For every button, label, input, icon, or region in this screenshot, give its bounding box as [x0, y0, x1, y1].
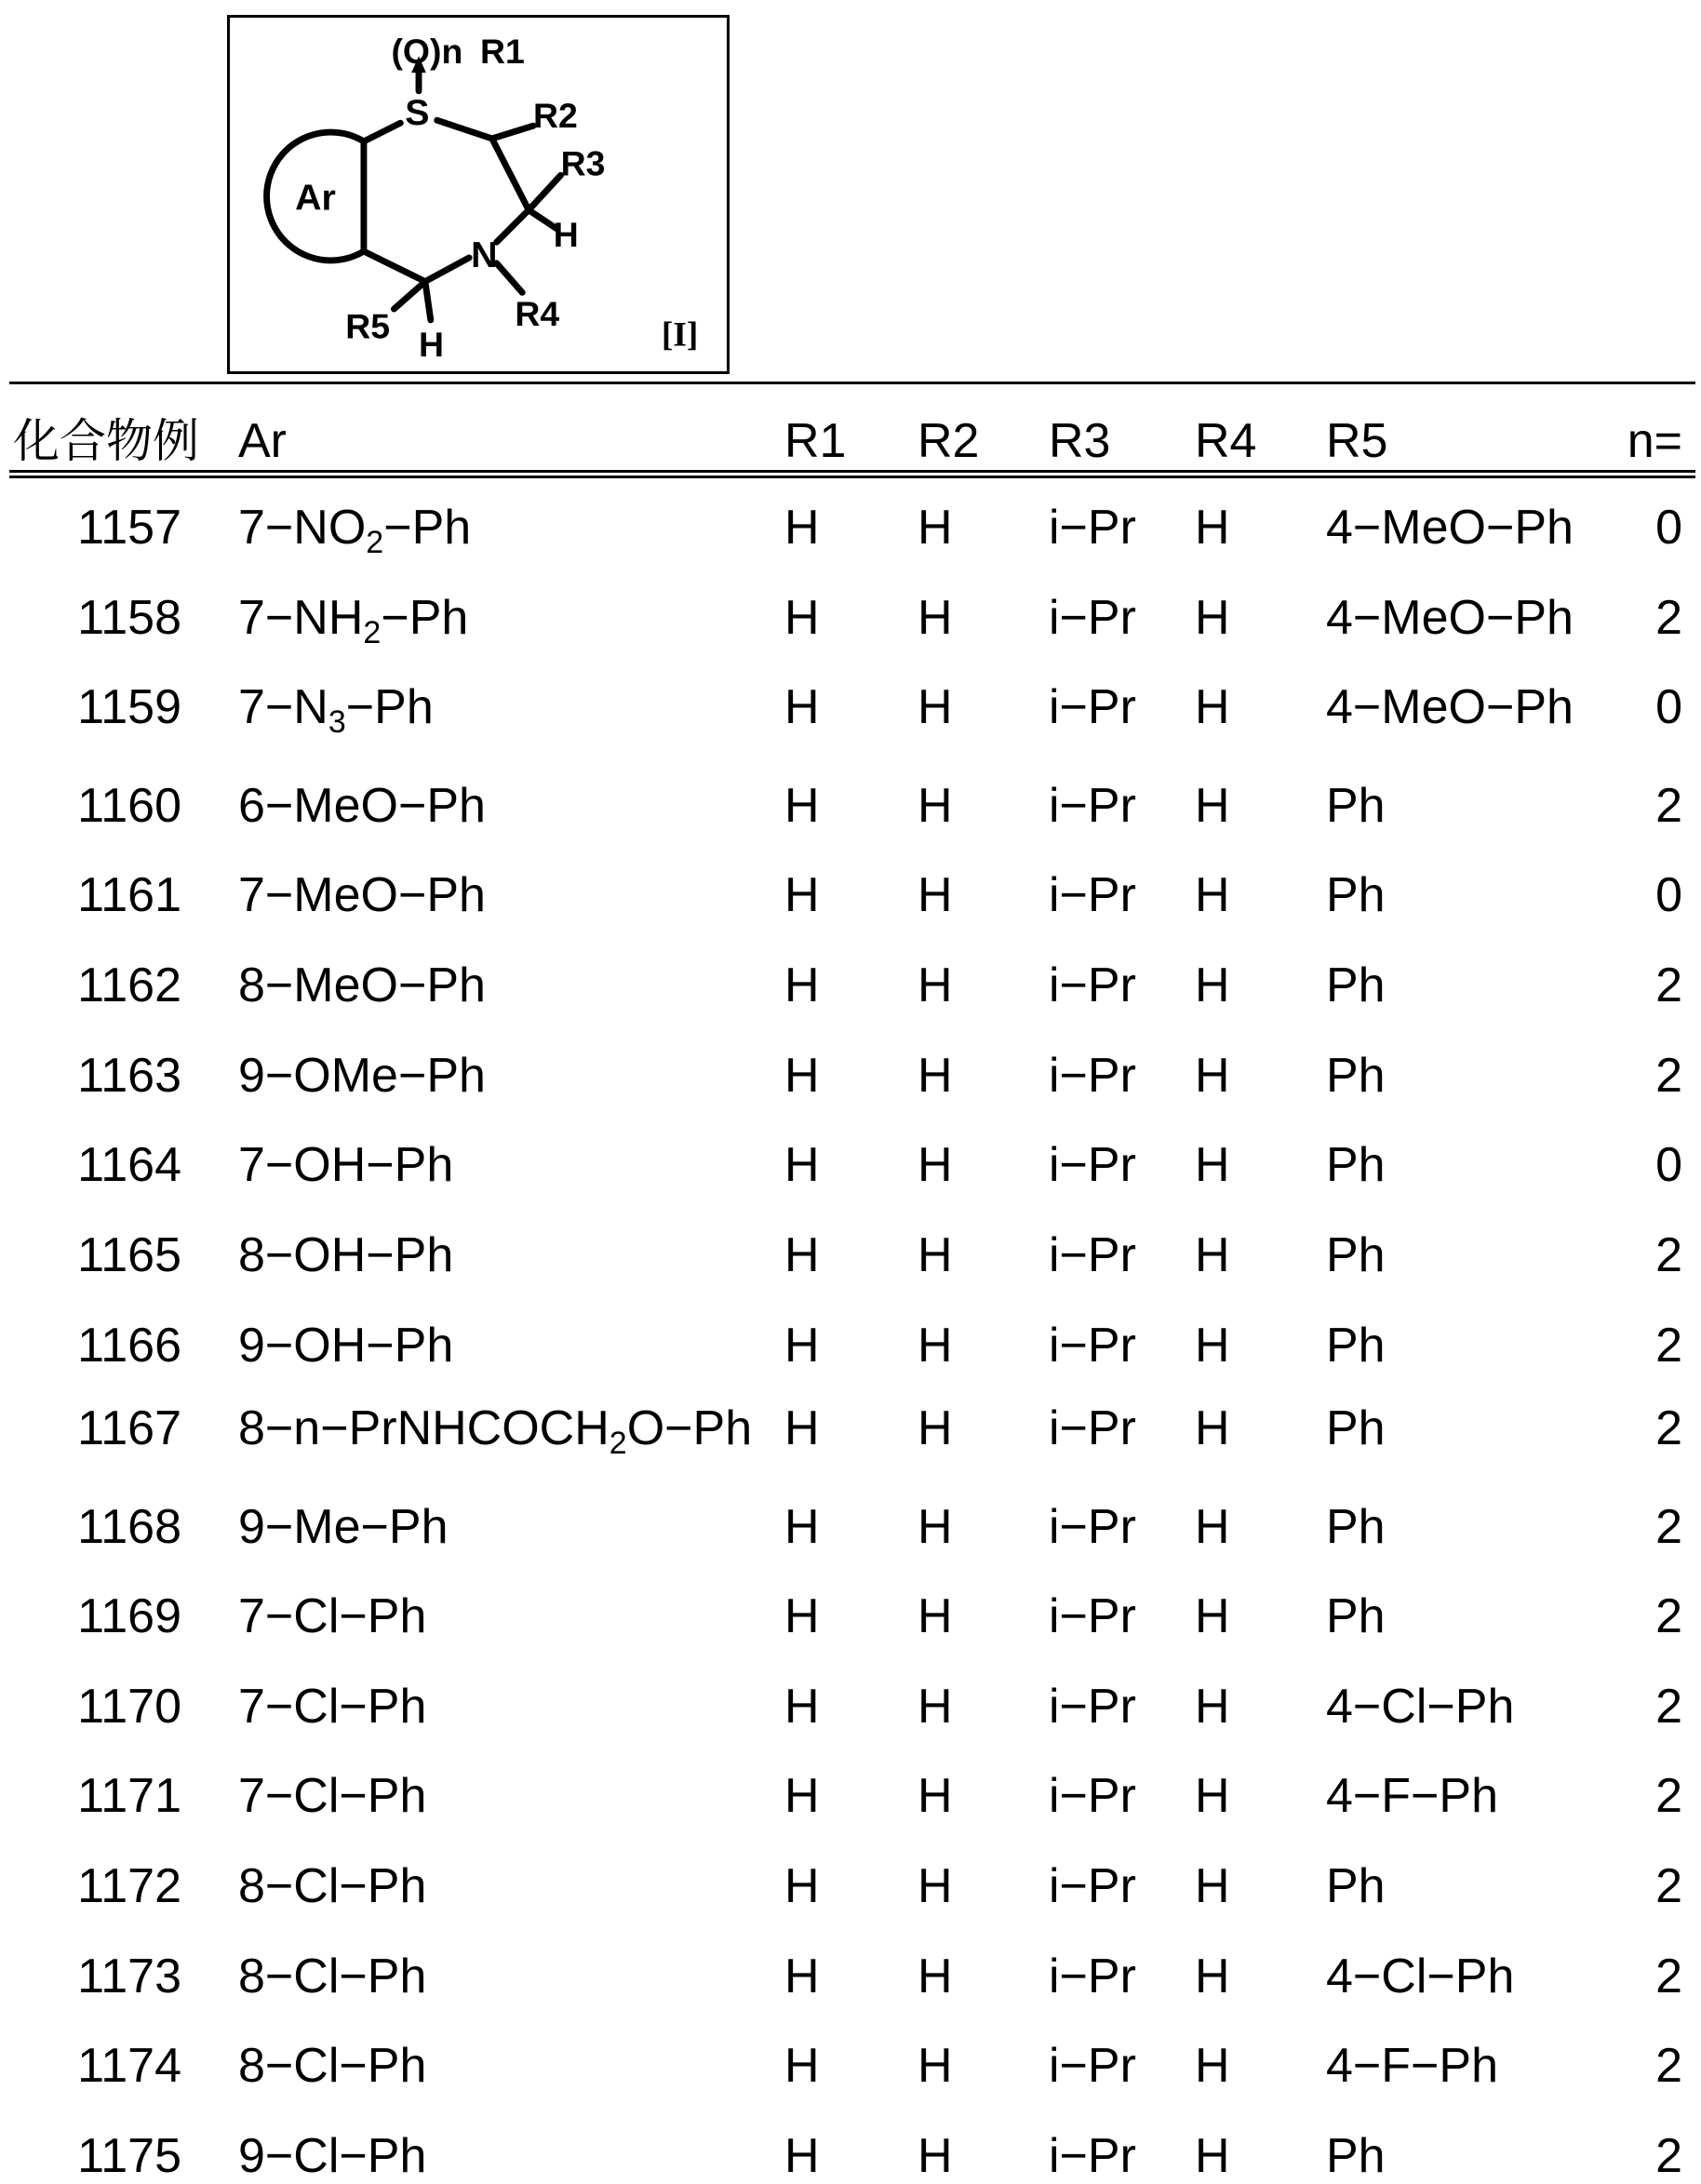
ar-cell	[238, 1318, 453, 1373]
r3-cell: i−Pr	[1049, 679, 1136, 735]
r3-cell: i−Pr	[1049, 1137, 1136, 1193]
table-row	[0, 1588, 1701, 1644]
ar-text: 8−Cl−Ph	[238, 2039, 426, 2093]
structure-ar-label: Ar	[295, 178, 336, 219]
structure-atom-label: N	[471, 234, 497, 275]
n-cell: 2	[1610, 1768, 1682, 1824]
ar-cell	[238, 1768, 426, 1824]
r3-cell: i−Pr	[1049, 1400, 1136, 1456]
table-row	[0, 1400, 1701, 1456]
ar-subscript: 2	[366, 525, 383, 560]
r2-cell: H	[917, 679, 953, 735]
r3-cell: i−Pr	[1049, 2038, 1136, 2094]
r4-cell: H	[1195, 1048, 1230, 1104]
compound-id: 1168	[56, 1499, 181, 1555]
r5-cell: Ph	[1326, 1400, 1386, 1456]
structure-diagram	[227, 15, 730, 374]
structure-atom-label: R4	[515, 294, 559, 333]
ar-cell	[238, 867, 486, 923]
r5-cell: Ph	[1326, 958, 1386, 1013]
ar-text: 6−MeO−Ph	[238, 779, 486, 833]
r3-cell: i−Pr	[1049, 590, 1136, 646]
r5-cell: 4−F−Ph	[1326, 2038, 1498, 2094]
r2-cell: H	[917, 2128, 953, 2184]
table-row	[0, 1137, 1701, 1193]
r4-cell: H	[1195, 500, 1230, 556]
r3-cell: i−Pr	[1049, 1949, 1136, 2004]
r1-cell: H	[784, 590, 820, 646]
header-r1: R1	[784, 413, 846, 469]
ar-cell	[238, 2038, 426, 2094]
r2-cell: H	[917, 1679, 953, 1735]
table-row	[0, 1949, 1701, 2004]
ar-cell	[238, 778, 486, 834]
header-rule-upper	[9, 470, 1695, 473]
ar-text: 7−Cl−Ph	[238, 1680, 426, 1734]
r3-cell: i−Pr	[1049, 1048, 1136, 1104]
r2-cell: H	[917, 1858, 953, 1914]
ar-cell	[238, 1227, 453, 1283]
compound-id: 1172	[56, 1858, 181, 1914]
header-compound: 化合物例	[13, 413, 199, 469]
r5-cell: Ph	[1326, 1227, 1386, 1283]
r2-cell: H	[917, 1949, 953, 2004]
compound-id: 1174	[56, 2038, 181, 2094]
ar-cell	[238, 500, 471, 570]
r4-cell: H	[1195, 1137, 1230, 1193]
r2-cell: H	[917, 1318, 953, 1373]
ar-text: 8−OH−Ph	[238, 1228, 453, 1282]
r1-cell: H	[784, 500, 820, 556]
r2-cell: H	[917, 590, 953, 646]
r3-cell: i−Pr	[1049, 1858, 1136, 1914]
r1-cell: H	[784, 1679, 820, 1735]
r1-cell: H	[784, 1048, 820, 1104]
r3-cell: i−Pr	[1049, 1318, 1136, 1373]
r3-cell: i−Pr	[1049, 1588, 1136, 1644]
table-row	[0, 679, 1701, 735]
r1-cell: H	[784, 679, 820, 735]
compound-id: 1157	[56, 500, 181, 556]
ar-text: 8−MeO−Ph	[238, 958, 486, 1012]
compound-id: 1163	[56, 1048, 181, 1104]
ar-text: 8−n−PrNHCOCH	[238, 1401, 609, 1455]
r3-cell: i−Pr	[1049, 500, 1136, 556]
ar-text: 8−Cl−Ph	[238, 1950, 426, 2003]
n-cell: 2	[1610, 590, 1682, 646]
r2-cell: H	[917, 2038, 953, 2094]
compound-id: 1171	[56, 1768, 181, 1824]
r5-cell: Ph	[1326, 1048, 1386, 1104]
r5-cell: 4−Cl−Ph	[1326, 1679, 1514, 1735]
n-cell: 2	[1610, 1588, 1682, 1644]
r2-cell: H	[917, 1768, 953, 1824]
r4-cell: H	[1195, 1227, 1230, 1283]
r1-cell: H	[784, 778, 820, 834]
r4-cell: H	[1195, 1318, 1230, 1373]
r3-cell: i−Pr	[1049, 867, 1136, 923]
header-r5: R5	[1326, 413, 1387, 469]
table-row	[0, 958, 1701, 1013]
n-cell: 2	[1610, 2128, 1682, 2184]
n-cell: 0	[1610, 500, 1682, 556]
compound-id: 1165	[56, 1227, 181, 1283]
structure-formula-label: [I]	[662, 315, 698, 354]
n-cell: 2	[1610, 1679, 1682, 1735]
r2-cell: H	[917, 500, 953, 556]
compound-id: 1161	[56, 867, 181, 923]
r1-cell: H	[784, 1949, 820, 2004]
ar-text: 9−Me−Ph	[238, 1500, 449, 1554]
ar-text: 9−OMe−Ph	[238, 1049, 486, 1103]
ar-cell	[238, 958, 486, 1013]
n-cell: 2	[1610, 1499, 1682, 1555]
r2-cell: H	[917, 1588, 953, 1644]
table-row	[0, 867, 1701, 923]
ar-cell	[238, 1048, 486, 1104]
r3-cell: i−Pr	[1049, 1499, 1136, 1555]
ar-cell	[238, 590, 468, 661]
compound-id: 1164	[56, 1137, 181, 1193]
table-row	[0, 2038, 1701, 2094]
r5-cell: 4−Cl−Ph	[1326, 1949, 1514, 2004]
n-cell: 2	[1610, 1227, 1682, 1283]
r1-cell: H	[784, 1768, 820, 1824]
ar-cell	[238, 2128, 426, 2184]
r2-cell: H	[917, 1499, 953, 1555]
r4-cell: H	[1195, 1588, 1230, 1644]
table-header	[0, 413, 1701, 469]
table-row	[0, 590, 1701, 646]
table-row	[0, 2128, 1701, 2184]
r1-cell: H	[784, 2128, 820, 2184]
r4-cell: H	[1195, 1499, 1230, 1555]
structure-atom-label: (O)n	[391, 32, 462, 71]
r3-cell: i−Pr	[1049, 958, 1136, 1013]
r4-cell: H	[1195, 1858, 1230, 1914]
structure-atom-label: R3	[561, 143, 606, 182]
header-n: n=	[1610, 413, 1682, 469]
header-r3: R3	[1049, 413, 1110, 469]
n-cell: 2	[1610, 1858, 1682, 1914]
r4-cell: H	[1195, 1400, 1230, 1456]
r1-cell: H	[784, 958, 820, 1013]
ar-cell	[238, 1137, 453, 1193]
r3-cell: i−Pr	[1049, 1768, 1136, 1824]
r1-cell: H	[784, 1137, 820, 1193]
structure-atom-label: S	[405, 92, 429, 133]
r5-cell: Ph	[1326, 1137, 1386, 1193]
r4-cell: H	[1195, 2038, 1230, 2094]
ar-cell	[238, 1949, 426, 2004]
ar-subscript: 3	[328, 704, 346, 740]
r4-cell: H	[1195, 1949, 1230, 2004]
compound-id: 1170	[56, 1679, 181, 1735]
r1-cell: H	[784, 1499, 820, 1555]
ar-text: 7−Cl−Ph	[238, 1769, 426, 1823]
n-cell: 2	[1610, 1400, 1682, 1456]
compound-id: 1162	[56, 958, 181, 1013]
structure-atom-label: R5	[345, 307, 390, 346]
structure-atom-label: R1	[480, 32, 525, 71]
compound-id: 1160	[56, 778, 181, 834]
r4-cell: H	[1195, 1768, 1230, 1824]
r3-cell: i−Pr	[1049, 2128, 1136, 2184]
r1-cell: H	[784, 1400, 820, 1456]
ar-text: −Ph	[381, 591, 468, 645]
table-row	[0, 1768, 1701, 1824]
r5-cell: Ph	[1326, 1318, 1386, 1373]
ar-text: 7−NO	[238, 501, 366, 555]
compound-id: 1158	[56, 590, 181, 646]
structure-atom-label: R2	[533, 96, 578, 135]
header-r4: R4	[1195, 413, 1256, 469]
ar-text: 9−Cl−Ph	[238, 2129, 426, 2183]
table-row	[0, 1318, 1701, 1373]
table-row	[0, 1499, 1701, 1555]
n-cell: 2	[1610, 2038, 1682, 2094]
r2-cell: H	[917, 1048, 953, 1104]
r2-cell: H	[917, 1400, 953, 1456]
r1-cell: H	[784, 867, 820, 923]
n-cell: 0	[1610, 679, 1682, 735]
table-row	[0, 1858, 1701, 1914]
ar-text: −Ph	[383, 501, 471, 555]
table-row	[0, 778, 1701, 834]
table-row	[0, 1048, 1701, 1104]
ar-subscript: 2	[363, 615, 381, 650]
compound-id: 1166	[56, 1318, 181, 1373]
n-cell: 0	[1610, 1137, 1682, 1193]
n-cell: 0	[1610, 867, 1682, 923]
header-ar: Ar	[238, 413, 287, 469]
structure-drawing	[230, 18, 727, 371]
r1-cell: H	[784, 2038, 820, 2094]
r2-cell: H	[917, 867, 953, 923]
r5-cell: Ph	[1326, 1499, 1386, 1555]
r2-cell: H	[917, 778, 953, 834]
r5-cell: Ph	[1326, 1588, 1386, 1644]
r2-cell: H	[917, 1227, 953, 1283]
ar-text: 7−OH−Ph	[238, 1138, 453, 1192]
ar-text: 7−MeO−Ph	[238, 868, 486, 922]
r5-cell: 4−MeO−Ph	[1326, 590, 1574, 646]
table-row	[0, 1227, 1701, 1283]
r5-cell: Ph	[1326, 1858, 1386, 1914]
r4-cell: H	[1195, 867, 1230, 923]
ar-cell	[238, 679, 434, 750]
compound-id: 1169	[56, 1588, 181, 1644]
ar-cell	[238, 1400, 752, 1471]
ar-text: O−Ph	[627, 1401, 752, 1455]
table-top-rule	[9, 382, 1695, 384]
r3-cell: i−Pr	[1049, 1679, 1136, 1735]
r1-cell: H	[784, 1318, 820, 1373]
table-row	[0, 1679, 1701, 1735]
r1-cell: H	[784, 1227, 820, 1283]
ar-cell	[238, 1588, 426, 1644]
n-cell: 2	[1610, 778, 1682, 834]
ar-text: 7−Cl−Ph	[238, 1589, 426, 1643]
header-r2: R2	[917, 413, 979, 469]
r4-cell: H	[1195, 590, 1230, 646]
r5-cell: Ph	[1326, 2128, 1386, 2184]
r5-cell: 4−MeO−Ph	[1326, 500, 1574, 556]
n-cell: 2	[1610, 1949, 1682, 2004]
ar-cell	[238, 1499, 449, 1555]
ar-text: 7−NH	[238, 591, 363, 645]
ar-subscript: 2	[609, 1426, 627, 1461]
r2-cell: H	[917, 958, 953, 1013]
r5-cell: 4−F−Ph	[1326, 1768, 1498, 1824]
structure-atom-label: H	[419, 325, 444, 364]
structure-atom-label: H	[554, 215, 579, 254]
compound-id: 1167	[56, 1400, 181, 1456]
r2-cell: H	[917, 1137, 953, 1193]
r5-cell: Ph	[1326, 778, 1386, 834]
n-cell: 2	[1610, 1048, 1682, 1104]
ar-cell	[238, 1679, 426, 1735]
ar-text: −Ph	[346, 680, 434, 734]
r4-cell: H	[1195, 778, 1230, 834]
r1-cell: H	[784, 1858, 820, 1914]
n-cell: 2	[1610, 1318, 1682, 1373]
compound-id: 1159	[56, 679, 181, 735]
r1-cell: H	[784, 1588, 820, 1644]
r5-cell: Ph	[1326, 867, 1386, 923]
r4-cell: H	[1195, 958, 1230, 1013]
ar-text: 9−OH−Ph	[238, 1319, 453, 1373]
table-row	[0, 500, 1701, 556]
ar-text: 7−N	[238, 680, 328, 734]
r3-cell: i−Pr	[1049, 778, 1136, 834]
r4-cell: H	[1195, 679, 1230, 735]
header-rule-lower	[9, 476, 1695, 478]
r3-cell: i−Pr	[1049, 1227, 1136, 1283]
compound-id: 1173	[56, 1949, 181, 2004]
r4-cell: H	[1195, 2128, 1230, 2184]
n-cell: 2	[1610, 958, 1682, 1013]
ar-cell	[238, 1858, 426, 1914]
r5-cell: 4−MeO−Ph	[1326, 679, 1574, 735]
ar-text: 8−Cl−Ph	[238, 1859, 426, 1913]
compound-id: 1175	[56, 2128, 181, 2184]
r4-cell: H	[1195, 1679, 1230, 1735]
